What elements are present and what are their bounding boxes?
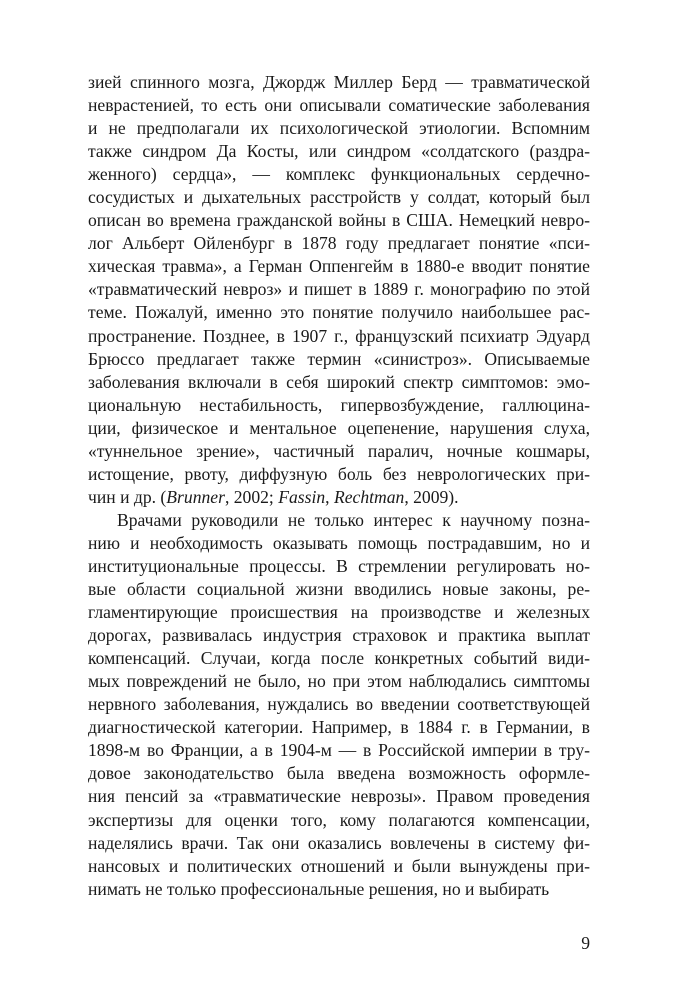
page-number: 9 bbox=[581, 933, 590, 953]
text-line: описан во времена гражданской войны в США. Немецкий невро- bbox=[88, 210, 590, 231]
text-fragment: , bbox=[325, 486, 334, 507]
text-line: диагностической категории. Например, в 1884 г. в Германии, в bbox=[88, 717, 590, 738]
text-fragment: , 2002; bbox=[224, 486, 279, 507]
text-line: наделялись врачи. Так они оказались вовлечены в систему фи- bbox=[88, 832, 590, 853]
text-line: довое законодательство была введена возможность оформле- bbox=[88, 763, 590, 784]
text-line: 1898-м во Франции, а в 1904-м — в Российской империи в тру- bbox=[88, 740, 590, 761]
text-line: Врачами руководили не только интерес к научному позна- bbox=[117, 509, 590, 530]
text-line: ния пенсий за «травматические неврозы». Правом проведения bbox=[88, 786, 590, 807]
text-line: нансовых и политических отношений и были вынуждены при- bbox=[88, 855, 590, 876]
paragraph-2 bbox=[88, 509, 590, 901]
text-line: неврастенией, то есть они описывали соматические заболевания bbox=[88, 95, 590, 116]
text-line: ции, физическое и ментальное оцепенение, нарушения слуха, bbox=[88, 417, 590, 438]
text-line: Брюссо предлагает также термин «синистроз». Описываемые bbox=[88, 348, 590, 369]
paragraph-1 bbox=[88, 71, 590, 509]
text-line: пространение. Позднее, в 1907 г., французский психиатр Эдуард bbox=[88, 325, 590, 346]
text-fragment: чин и др. ( bbox=[88, 486, 167, 507]
text-line: вые области социальной жизни вводились новые законы, ре- bbox=[88, 579, 590, 600]
text-line: институциональные процессы. В стремлении регулировать но- bbox=[88, 555, 590, 576]
text-line: зией спинного мозга, Джордж Миллер Берд — травматической bbox=[88, 72, 590, 92]
text-line: сосудистых и дыхательных расстройств у солдат, который был bbox=[88, 187, 590, 208]
text-line: женного) сердца», — комплекс функциональных сердечно- bbox=[88, 164, 590, 185]
text-line: «травматический невроз» и пишет в 1889 г. монографию по этой bbox=[88, 279, 590, 300]
text-line: нию и необходимость оказывать помощь пострадавшим, но и bbox=[88, 532, 590, 553]
text-line: заболевания включали в себя широкий спектр симптомов: эмо- bbox=[88, 371, 590, 392]
citation-author: Brunner bbox=[166, 486, 225, 507]
text-line: дорогах, развивалась индустрия страховок и практика выплат bbox=[88, 625, 590, 646]
text-line: теме. Пожалуй, именно это понятие получило наибольшее рас- bbox=[88, 302, 590, 323]
text-line: мых повреждений не было, но при этом наблюдались симптомы bbox=[88, 671, 590, 692]
text-line: истощение, рвоту, диффузную боль без неврологических при- bbox=[88, 463, 590, 484]
citation-author: Fassin bbox=[278, 486, 326, 507]
text-line: нервного заболевания, нуждались во введении соответствующей bbox=[88, 694, 590, 715]
text-fragment: , 2009). bbox=[404, 486, 459, 507]
text-line: хическая травма», а Герман Оппенгейм в 1880-е вводит понятие bbox=[88, 256, 590, 277]
text-line: также синдром Да Косты, или синдром «солдатского (раздра- bbox=[88, 141, 590, 162]
text-line: и не предполагали их психологической этиологии. Вспомним bbox=[88, 118, 590, 139]
text-line: «туннельное зрение», частичный паралич, ночные кошмары, bbox=[88, 440, 590, 461]
text-line: нимать не только профессиональные решения, но и выбирать bbox=[88, 878, 550, 899]
text-line: экспертизы для оценки того, кому полагаются компенсации, bbox=[88, 809, 590, 830]
text-line: компенсаций. Случаи, когда после конкретных событий види- bbox=[88, 648, 590, 669]
page-body bbox=[88, 71, 590, 901]
citation-author: Rechtman bbox=[333, 486, 405, 507]
text-line bbox=[88, 486, 590, 509]
text-line: лог Альберт Ойленбург в 1878 году предлагает понятие «пси- bbox=[88, 233, 590, 254]
text-line: циональную нестабильность, гипервозбуждение, галлюцина- bbox=[88, 394, 590, 415]
text-line: гламентирующие происшествия на производстве и железных bbox=[88, 602, 590, 623]
